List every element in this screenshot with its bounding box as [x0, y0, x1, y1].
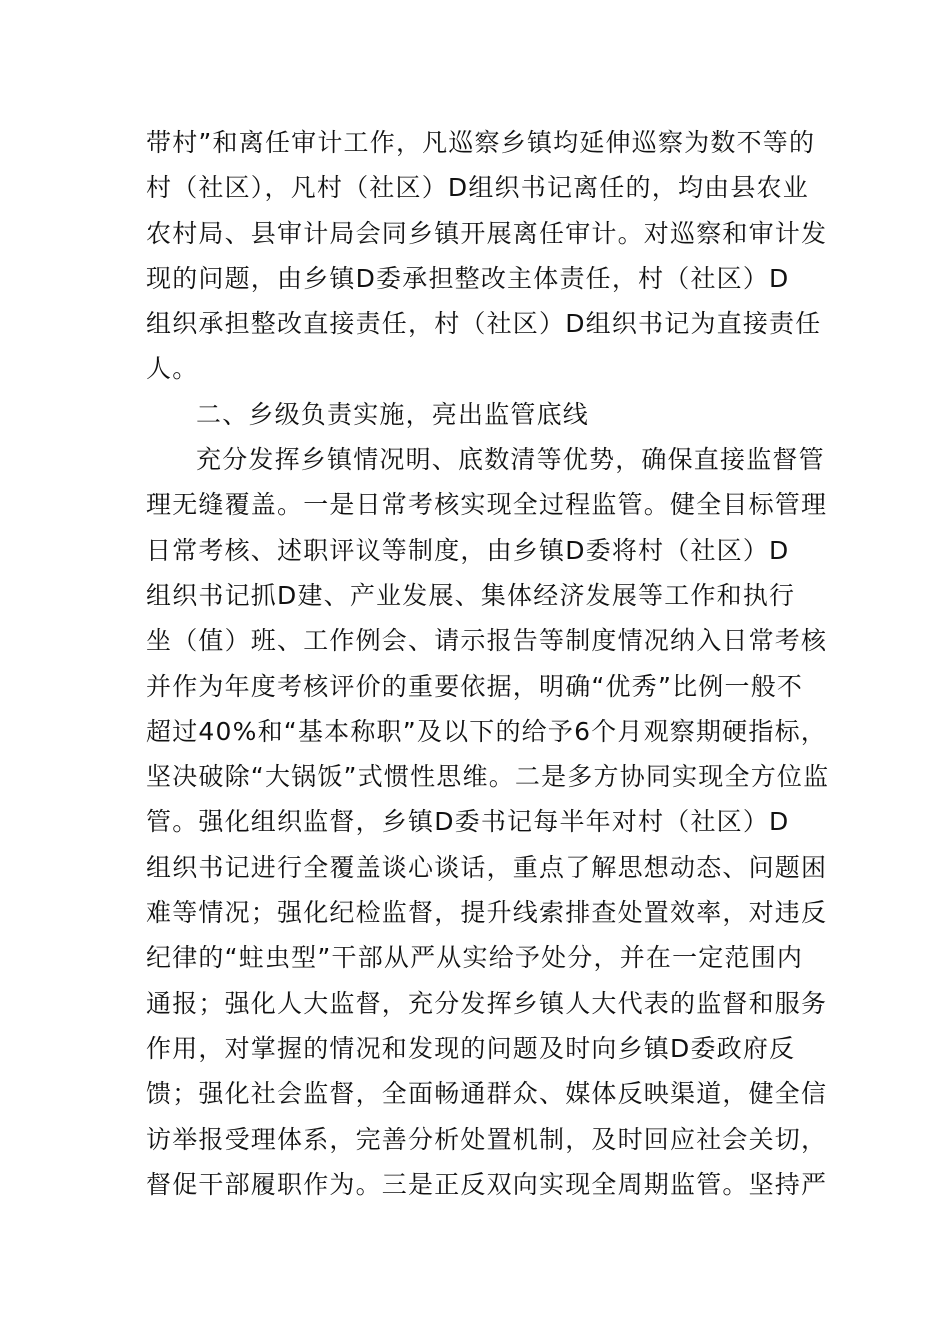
- text-line: 纪律的“蛀虫型”干部从严从实给予处分，并在一定范围内: [146, 943, 804, 973]
- text-line: 通报；强化人大监督，充分发挥乡镇人大代表的监督和服务: [146, 988, 828, 1018]
- text-line: 坚决破除“大锅饭”式惯性思维。二是多方协同实现全方位监: [146, 762, 830, 792]
- text-line: 组织书记进行全覆盖谈心谈话，重点了解思想动态、问题困: [146, 852, 828, 882]
- text-line: 组织书记抓D建、产业发展、集体经济发展等工作和执行: [146, 580, 796, 610]
- text-line: 人。: [146, 354, 199, 384]
- text-line: 作用，对掌握的情况和发现的问题及时向乡镇D委政府反: [146, 1033, 796, 1063]
- text-line: 访举报受理体系，完善分析处置机制，及时回应社会关切，: [146, 1124, 828, 1154]
- text-line: 现的问题，由乡镇D委承担整改主体责任，村（社区）D: [146, 263, 790, 293]
- text-line: 日常考核、述职评议等制度，由乡镇D委将村（社区）D: [146, 535, 790, 565]
- text-line: 坐（值）班、工作例会、请示报告等制度情况纳入日常考核: [146, 626, 828, 656]
- section-heading: 二、乡级负责实施，亮出监管底线: [196, 399, 590, 429]
- text-line: 带村”和离任审计工作，凡巡察乡镇均延伸巡察为数不等的: [146, 128, 816, 157]
- paragraph-first-line: 充分发挥乡镇情况明、底数清等优势，确保直接监督管: [196, 445, 825, 475]
- text-line: 难等情况；强化纪检监督，提升线索排查处置效率，对违反: [146, 898, 828, 928]
- body-text: [146, 120, 836, 1207]
- text-line: 超过40%和“基本称职”及以下的给予6个月观察期硬指标，: [146, 716, 827, 746]
- text-line: 组织承担整改直接责任，村（社区）D组织书记为直接责任: [146, 309, 822, 339]
- text-line: 村（社区），凡村（社区）D组织书记离任的，均由县农业: [146, 173, 809, 203]
- text-line: 馈；强化社会监督，全面畅通群众、媒体反映渠道，健全信: [146, 1079, 828, 1109]
- text-line: 并作为年度考核评价的重要依据，明确“优秀”比例一般不: [146, 671, 804, 701]
- text-line: 理无缝覆盖。一是日常考核实现全过程监管。健全目标管理: [146, 490, 828, 520]
- text-line: 管。强化组织监督，乡镇D委书记每半年对村（社区）D: [146, 807, 790, 837]
- text-line: 督促干部履职作为。三是正反双向实现全周期监管。坚持严: [146, 1169, 828, 1199]
- text-line: 农村局、县审计局会同乡镇开展离任审计。对巡察和审计发: [146, 218, 828, 248]
